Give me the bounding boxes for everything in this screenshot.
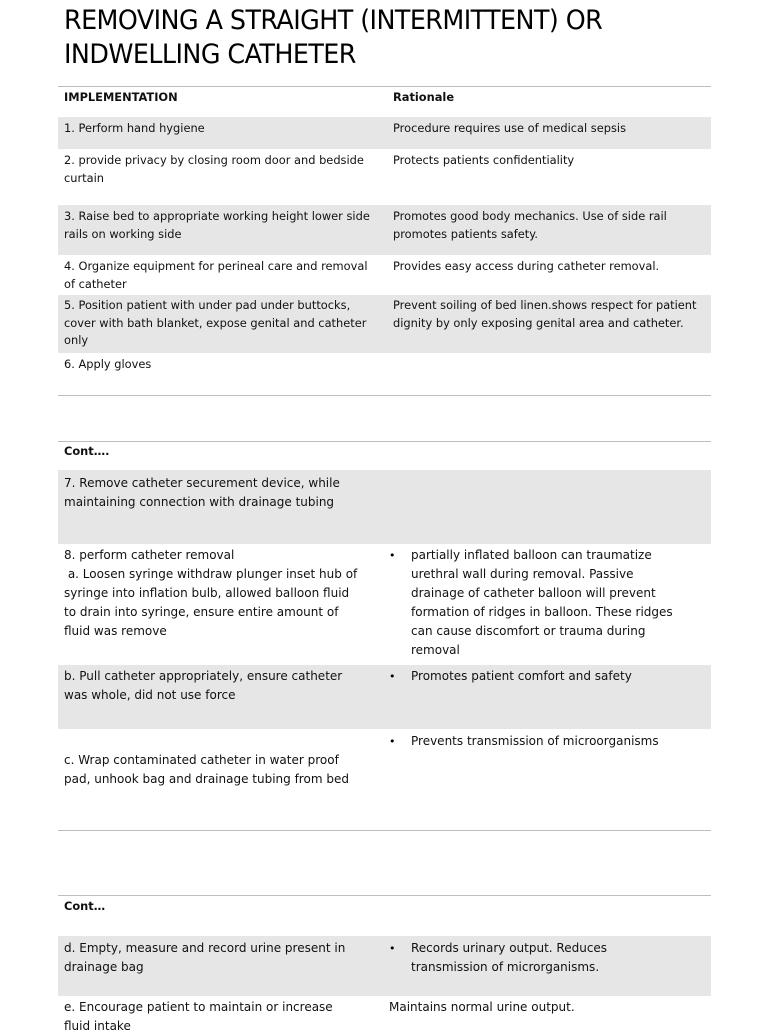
bullet-icon: • bbox=[389, 670, 396, 683]
implementation-cell bbox=[64, 667, 382, 705]
cell-line: a. Loosen syringe withdraw plunger inset hub of bbox=[64, 567, 358, 581]
cell-line: of catheter bbox=[64, 276, 127, 291]
cell-line: Prevents transmission of microorganisms bbox=[411, 734, 659, 748]
title-line-1: REMOVING A STRAIGHT (INTERMITTENT) OR bbox=[64, 5, 603, 36]
page-title bbox=[64, 4, 703, 72]
rationale-cell bbox=[393, 152, 705, 170]
table-header-row bbox=[58, 442, 711, 470]
bullet-icon: • bbox=[389, 735, 396, 748]
header-rationale: Rationale bbox=[393, 90, 455, 104]
implementation-cell bbox=[64, 152, 382, 187]
table-row bbox=[58, 205, 711, 255]
implementation-cell bbox=[64, 998, 382, 1036]
title-line-2: INDWELLING CATHETER bbox=[64, 39, 356, 70]
cell-line: drainage of catheter balloon will prevent bbox=[411, 586, 656, 600]
cell-line: Protects patients confidentiality bbox=[393, 153, 575, 167]
implementation-cell bbox=[64, 939, 382, 977]
cell-line: fluid intake bbox=[64, 1019, 131, 1033]
table-row bbox=[58, 295, 711, 353]
rationale-cell bbox=[411, 546, 705, 660]
cell-line: only bbox=[64, 333, 89, 347]
table-row bbox=[58, 117, 711, 149]
rationale-cell bbox=[411, 939, 705, 977]
table-divider bbox=[58, 830, 711, 831]
cell-line: removal bbox=[411, 643, 460, 657]
cell-line: Provides easy access during catheter removal. bbox=[393, 259, 660, 273]
cell-line: 6. Apply gloves bbox=[64, 357, 152, 371]
cell-line: curtain bbox=[64, 170, 104, 185]
implementation-cell bbox=[64, 297, 382, 350]
implementation-cell bbox=[64, 258, 382, 293]
table-row bbox=[58, 149, 711, 205]
implementation-cell bbox=[64, 120, 382, 138]
table-row bbox=[58, 470, 711, 544]
table-row bbox=[58, 936, 711, 996]
table-row bbox=[58, 729, 711, 830]
cell-line: transmission of microrganisms. bbox=[411, 960, 600, 974]
rationale-cell bbox=[411, 732, 705, 751]
cont-header: Cont…. bbox=[64, 444, 110, 458]
rationale-cell bbox=[393, 297, 705, 332]
cont-header: Cont… bbox=[64, 899, 106, 913]
cell-line: formation of ridges in balloon. These ridges bbox=[411, 605, 673, 619]
cell-line: b. Pull catheter appropriately, ensure catheter bbox=[64, 669, 343, 683]
table-row bbox=[58, 255, 711, 295]
cell-line: pad, unhook bag and drainage tubing from bed bbox=[64, 772, 349, 786]
implementation-cell bbox=[64, 546, 382, 641]
rationale-cell bbox=[393, 208, 705, 243]
cell-line: urethral wall during removal. Passive bbox=[411, 567, 634, 581]
cell-line: e. Encourage patient to maintain or increase bbox=[64, 1000, 333, 1014]
cell-line: was whole, did not use force bbox=[64, 688, 236, 702]
cell-line: 8. perform catheter removal bbox=[64, 548, 235, 562]
cell-line: promotes patients safety. bbox=[393, 226, 538, 241]
cell-line: partially inflated balloon can traumatize bbox=[411, 548, 652, 562]
table-divider bbox=[58, 395, 711, 396]
rationale-cell bbox=[411, 667, 705, 686]
table-row bbox=[58, 665, 711, 729]
cell-line: 2. provide privacy by closing room door and bedside bbox=[64, 153, 364, 167]
table-header-row bbox=[58, 896, 711, 936]
rationale-cell bbox=[393, 258, 705, 276]
table-row bbox=[58, 544, 711, 665]
cell-line: rails on working side bbox=[64, 226, 182, 241]
bullet-icon: • bbox=[389, 549, 396, 562]
cell-line: maintaining connection with drainage tubing bbox=[64, 495, 335, 509]
cell-line: Prevent soiling of bed linen.shows respect for patient bbox=[393, 298, 697, 312]
cell-line: Maintains normal urine output. bbox=[389, 1000, 575, 1014]
cell-line: to drain into syringe, ensure entire amount of bbox=[64, 605, 339, 619]
implementation-cell bbox=[64, 356, 382, 374]
cell-line: Records urinary output. Reduces bbox=[411, 941, 608, 955]
cell-line: drainage bag bbox=[64, 960, 144, 974]
cell-line: 4. Organize equipment for perineal care and removal bbox=[64, 259, 368, 273]
cell-line: Promotes good body mechanics. Use of side rail bbox=[393, 209, 667, 223]
cell-line: 7. Remove catheter securement device, while bbox=[64, 476, 340, 490]
implementation-cell bbox=[64, 474, 382, 512]
cell-line: Procedure requires use of medical sepsis bbox=[393, 121, 627, 135]
cell-line: syringe into inflation bulb, allowed balloon fluid bbox=[64, 586, 350, 600]
table-row bbox=[58, 996, 711, 1033]
table-row bbox=[58, 353, 711, 395]
cell-line: d. Empty, measure and record urine present in bbox=[64, 941, 346, 955]
bullet-icon: • bbox=[389, 942, 396, 955]
cell-line: cover with bath blanket, expose genital and catheter bbox=[64, 315, 367, 330]
cell-line: Promotes patient comfort and safety bbox=[411, 669, 632, 683]
cell-line: 3. Raise bed to appropriate working height lower side bbox=[64, 209, 370, 223]
cell-line: 5. Position patient with under pad under buttocks, bbox=[64, 298, 351, 312]
cell-line: 1. Perform hand hygiene bbox=[64, 121, 205, 135]
implementation-cell bbox=[64, 208, 382, 243]
cell-line: dignity by only exposing genital area and catheter. bbox=[393, 315, 684, 330]
rationale-cell bbox=[389, 998, 701, 1017]
implementation-cell bbox=[64, 751, 382, 789]
cell-line: c. Wrap contaminated catheter in water proof bbox=[64, 753, 339, 767]
header-implementation: IMPLEMENTATION bbox=[64, 90, 178, 104]
rationale-cell bbox=[393, 120, 705, 138]
table-header-row bbox=[58, 87, 711, 117]
cell-line: can cause discomfort or trauma during bbox=[411, 624, 646, 638]
cell-line: fluid was remove bbox=[64, 624, 167, 638]
